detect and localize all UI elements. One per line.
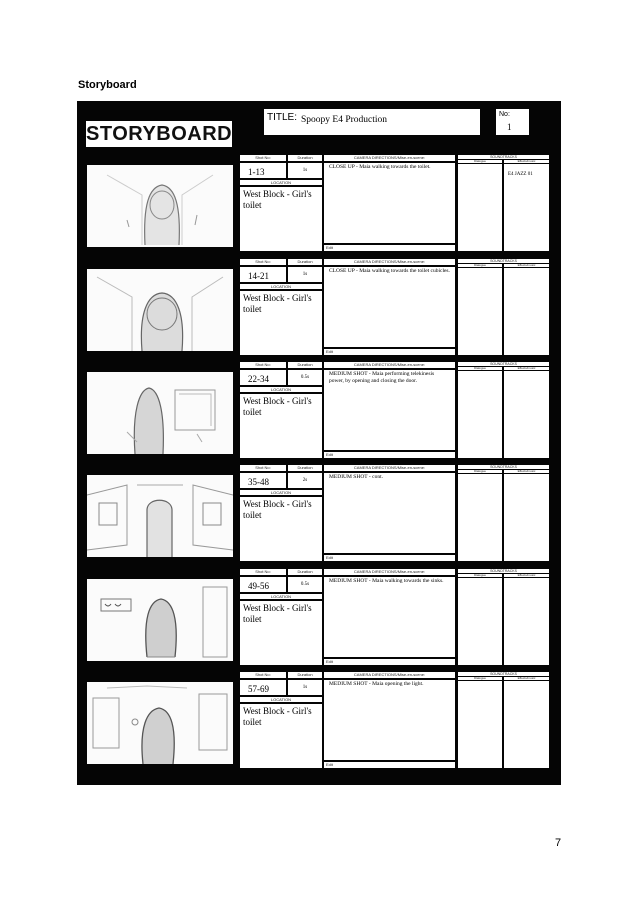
form-cell bbox=[324, 155, 455, 161]
effects-cell bbox=[504, 681, 549, 697]
camera-direction: MEDIUM SHOT - cont. bbox=[329, 474, 383, 480]
camera-header: CAMERA DIRECTIONS/Mise-en-scene: bbox=[353, 569, 426, 574]
camera-direction: MEDIUM SHOT - Maia performing telekinesis power, by opening and closing the door. bbox=[329, 371, 435, 384]
form-cell bbox=[504, 367, 549, 370]
shot-no-header: Shot No: bbox=[255, 155, 271, 160]
form-cell bbox=[458, 681, 502, 768]
shot-location: West Block - Girl's toilet bbox=[243, 499, 312, 520]
form-cell bbox=[240, 490, 322, 495]
effects-cell: E4 JAZZ 01 bbox=[508, 172, 533, 177]
shot-form-1 bbox=[240, 155, 549, 251]
camera-direction: CLOSE UP - Maia walking towards the toilet. bbox=[329, 164, 431, 170]
effects-header: Effects/music bbox=[517, 159, 536, 163]
form-cell bbox=[458, 371, 502, 458]
form-cell bbox=[240, 704, 322, 768]
edit-label: Edit bbox=[326, 452, 333, 457]
shot-duration: 1s bbox=[302, 685, 308, 690]
form-cell bbox=[288, 577, 322, 592]
shot-duration: 1s bbox=[302, 168, 308, 173]
storyboard-panel-5 bbox=[87, 579, 233, 661]
form-cell bbox=[288, 370, 322, 385]
sketch-image bbox=[87, 682, 233, 764]
dialogue-cell bbox=[458, 681, 502, 685]
camera-header: CAMERA DIRECTIONS/Mise-en-scene: bbox=[353, 465, 426, 470]
form-cell bbox=[288, 259, 322, 265]
form-cell bbox=[504, 164, 549, 251]
soundtracks-header: SOUNDTRACKS bbox=[490, 259, 517, 263]
form-cell bbox=[324, 577, 455, 657]
dialogue-header: Dialogue bbox=[474, 676, 486, 680]
shot-location: West Block - Girl's toilet bbox=[243, 706, 312, 727]
form-cell bbox=[288, 473, 322, 488]
form-cell bbox=[458, 465, 549, 469]
form-cell bbox=[240, 465, 286, 471]
shot-no-header: Shot No: bbox=[255, 569, 271, 574]
form-cell bbox=[504, 470, 549, 473]
shot-form-6 bbox=[240, 672, 549, 768]
form-cell bbox=[504, 160, 549, 163]
edit-label: Edit bbox=[326, 349, 333, 354]
form-cell bbox=[240, 497, 322, 561]
effects-header: Effects/music bbox=[517, 263, 536, 267]
form-cell bbox=[324, 672, 455, 678]
soundtracks-header: SOUNDTRACKS bbox=[490, 672, 517, 676]
storyboard-sheet bbox=[77, 101, 561, 785]
form-cell bbox=[504, 578, 549, 665]
form-cell bbox=[240, 387, 322, 392]
dialogue-cell bbox=[458, 474, 502, 478]
number-value: 1 bbox=[507, 122, 512, 132]
title-value: Spoopy E4 Production bbox=[301, 115, 388, 125]
shot-form-4 bbox=[240, 465, 549, 561]
edit-label: Edit bbox=[326, 245, 333, 250]
form-cell bbox=[240, 473, 286, 488]
duration-header: Duration bbox=[297, 259, 313, 264]
camera-header: CAMERA DIRECTIONS/Mise-en-scene: bbox=[353, 362, 426, 367]
number-label: No: bbox=[499, 111, 510, 118]
effects-cell bbox=[504, 371, 549, 387]
form-cell bbox=[240, 267, 286, 282]
duration-header: Duration bbox=[297, 672, 313, 677]
dialogue-header: Dialogue bbox=[474, 469, 486, 473]
form-cell bbox=[288, 465, 322, 471]
form-cell bbox=[240, 291, 322, 355]
form-cell bbox=[240, 155, 286, 161]
dialogue-header: Dialogue bbox=[474, 159, 486, 163]
form-cell bbox=[240, 569, 286, 575]
form-cell bbox=[324, 473, 455, 553]
soundtracks-header: SOUNDTRACKS bbox=[490, 569, 517, 573]
shot-number: 49-56 bbox=[248, 581, 269, 591]
form-cell bbox=[288, 163, 322, 178]
form-cell bbox=[458, 569, 549, 573]
form-cell bbox=[458, 578, 502, 665]
form-cell bbox=[288, 672, 322, 678]
sketch-image bbox=[87, 579, 233, 661]
shot-no-header: Shot No: bbox=[255, 259, 271, 264]
shot-form-3 bbox=[240, 362, 549, 458]
form-cell bbox=[240, 680, 286, 695]
form-cell bbox=[324, 267, 455, 347]
form-cell bbox=[240, 594, 322, 599]
form-cell bbox=[458, 574, 502, 577]
duration-header: Duration bbox=[297, 569, 313, 574]
form-cell bbox=[240, 577, 286, 592]
storyboard-panel-3 bbox=[87, 372, 233, 454]
title-label: TITLE: bbox=[267, 112, 298, 123]
form-cell bbox=[240, 284, 322, 289]
shot-number: 14-21 bbox=[248, 271, 269, 281]
camera-header: CAMERA DIRECTIONS/Mise-en-scene: bbox=[353, 672, 426, 677]
form-cell bbox=[458, 259, 549, 263]
shot-duration: 1s bbox=[302, 272, 308, 277]
form-cell bbox=[240, 697, 322, 702]
form-cell bbox=[458, 672, 549, 676]
location-header: LOCATION bbox=[270, 697, 292, 702]
duration-header: Duration bbox=[297, 362, 313, 367]
effects-header: Effects/music bbox=[517, 366, 536, 370]
form-cell bbox=[324, 569, 455, 575]
form-cell bbox=[324, 349, 455, 355]
form-cell bbox=[324, 245, 455, 251]
form-cell bbox=[240, 394, 322, 458]
form-cell bbox=[324, 555, 455, 561]
form-cell bbox=[458, 474, 502, 561]
form-cell bbox=[504, 268, 549, 355]
form-cell bbox=[458, 164, 502, 251]
camera-header: CAMERA DIRECTIONS/Mise-en-scene: bbox=[353, 259, 426, 264]
camera-header: CAMERA DIRECTIONS/Mise-en-scene: bbox=[353, 155, 426, 160]
form-cell bbox=[458, 677, 502, 680]
form-cell bbox=[458, 268, 502, 355]
form-cell bbox=[288, 680, 322, 695]
form-cell bbox=[288, 155, 322, 161]
edit-label: Edit bbox=[326, 659, 333, 664]
page-heading: Storyboard bbox=[78, 79, 137, 91]
form-cell bbox=[324, 659, 455, 665]
form-cell bbox=[504, 474, 549, 561]
dialogue-header: Dialogue bbox=[474, 366, 486, 370]
shot-form-2 bbox=[240, 259, 549, 355]
form-cell bbox=[324, 370, 455, 450]
form-cell bbox=[458, 155, 549, 159]
form-cell bbox=[504, 371, 549, 458]
shot-form-5 bbox=[240, 569, 549, 665]
shot-number: 35-48 bbox=[248, 477, 269, 487]
form-cell bbox=[240, 672, 286, 678]
form-cell bbox=[240, 601, 322, 665]
sketch-image bbox=[87, 475, 233, 557]
form-cell bbox=[324, 452, 455, 458]
camera-direction: CLOSE UP - Maia walking towards the toilet cubicles. bbox=[329, 268, 450, 274]
shot-location: West Block - Girl's toilet bbox=[243, 293, 312, 314]
page-number: 7 bbox=[555, 837, 562, 849]
shot-no-header: Shot No: bbox=[255, 362, 271, 367]
form-cell bbox=[240, 163, 286, 178]
shot-number: 22-34 bbox=[248, 374, 269, 384]
dialogue-cell bbox=[458, 578, 502, 582]
shot-duration: 0.5s bbox=[300, 375, 310, 380]
effects-cell bbox=[504, 268, 549, 284]
duration-header: Duration bbox=[297, 155, 313, 160]
dialogue-cell bbox=[458, 268, 502, 272]
dialogue-cell bbox=[458, 164, 502, 168]
form-cell bbox=[240, 180, 322, 185]
dialogue-header: Dialogue bbox=[474, 573, 486, 577]
form-cell bbox=[458, 367, 502, 370]
camera-direction: MEDIUM SHOT - Maia walking towards the sinks. bbox=[329, 578, 444, 584]
form-cell bbox=[324, 362, 455, 368]
shot-number: 57-69 bbox=[248, 684, 269, 694]
soundtracks-header: SOUNDTRACKS bbox=[490, 155, 517, 159]
form-cell bbox=[240, 370, 286, 385]
shot-location: West Block - Girl's toilet bbox=[243, 396, 312, 417]
shot-number: 1-13 bbox=[248, 167, 265, 177]
effects-header: Effects/music bbox=[517, 469, 536, 473]
camera-direction: MEDIUM SHOT - Maia opening the light. bbox=[329, 681, 424, 687]
form-cell bbox=[240, 362, 286, 368]
duration-header: Duration bbox=[297, 465, 313, 470]
shot-duration: 2s bbox=[302, 478, 308, 483]
effects-header: Effects/music bbox=[517, 573, 536, 577]
shot-location: West Block - Girl's toilet bbox=[243, 603, 312, 624]
form-cell bbox=[458, 362, 549, 366]
shot-duration: 0.5s bbox=[300, 582, 310, 587]
form-cell bbox=[240, 259, 286, 265]
form-cell bbox=[504, 264, 549, 267]
storyboard-panel-6 bbox=[87, 682, 233, 764]
form-cell bbox=[504, 681, 549, 768]
shot-no-header: Shot No: bbox=[255, 672, 271, 677]
form-cell bbox=[504, 677, 549, 680]
effects-cell bbox=[504, 474, 549, 490]
form-cell bbox=[324, 163, 455, 243]
effects-cell bbox=[504, 578, 549, 594]
form-cell bbox=[458, 264, 502, 267]
location-header: LOCATION bbox=[270, 490, 292, 495]
sketch-image bbox=[87, 372, 233, 454]
title-box bbox=[264, 109, 480, 135]
location-header: LOCATION bbox=[270, 180, 292, 185]
location-header: LOCATION bbox=[270, 594, 292, 599]
form-cell bbox=[288, 267, 322, 282]
storyboard-panel-1 bbox=[87, 165, 233, 247]
shot-no-header: Shot No: bbox=[255, 465, 271, 470]
edit-label: Edit bbox=[326, 762, 333, 767]
dialogue-cell bbox=[458, 371, 502, 375]
form-cell bbox=[458, 160, 502, 163]
soundtracks-header: SOUNDTRACKS bbox=[490, 362, 517, 366]
form-cell bbox=[504, 574, 549, 577]
storyboard-panel-2 bbox=[87, 269, 233, 351]
effects-header: Effects/music bbox=[517, 676, 536, 680]
location-header: LOCATION bbox=[270, 387, 292, 392]
sketch-image bbox=[87, 269, 233, 351]
shot-location: West Block - Girl's toilet bbox=[243, 189, 312, 210]
dialogue-header: Dialogue bbox=[474, 263, 486, 267]
edit-label: Edit bbox=[326, 555, 333, 560]
form-cell bbox=[240, 187, 322, 251]
form-cell bbox=[288, 362, 322, 368]
form-cell bbox=[458, 470, 502, 473]
storyboard-logo: STORYBOARD bbox=[86, 123, 233, 145]
form-cell bbox=[324, 259, 455, 265]
sketch-image bbox=[87, 165, 233, 247]
location-header: LOCATION bbox=[270, 284, 292, 289]
storyboard-panel-4 bbox=[87, 475, 233, 557]
soundtracks-header: SOUNDTRACKS bbox=[490, 465, 517, 469]
form-cell bbox=[288, 569, 322, 575]
form-cell bbox=[324, 762, 455, 768]
number-box bbox=[496, 109, 529, 135]
form-cell bbox=[324, 680, 455, 760]
form-cell bbox=[324, 465, 455, 471]
